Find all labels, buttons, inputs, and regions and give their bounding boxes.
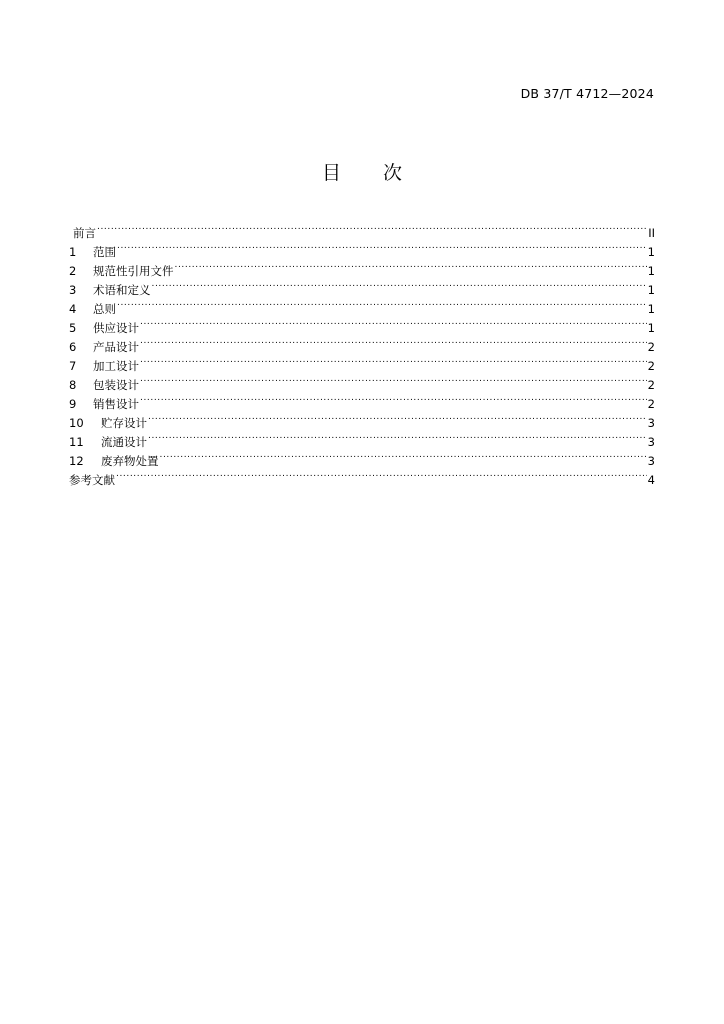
toc-entry-number: 6: [69, 340, 77, 354]
toc-entry-page: 1: [647, 302, 655, 316]
toc-entry-label: 贮存设计: [101, 416, 147, 430]
toc-entry-label: 加工设计: [93, 359, 139, 373]
toc-entry-label: 术语和定义: [93, 283, 151, 297]
toc-entry-label: 流通设计: [101, 435, 147, 449]
toc-entry-page: 1: [647, 245, 655, 259]
toc-entry-number: 4: [69, 302, 77, 316]
toc-entry-label: 总则: [93, 302, 116, 316]
toc-entry-page: 1: [647, 283, 655, 297]
document-code: DB 37/T 4712—2024: [520, 86, 654, 101]
toc-entry-label: 包装设计: [93, 378, 139, 392]
toc-entry-label: 产品设计: [93, 340, 139, 354]
toc-entry-bibliography[interactable]: [69, 465, 655, 487]
toc-entry-label: 前言: [73, 226, 96, 240]
toc-entry-page: 2: [647, 359, 655, 373]
toc-leader-dots: [140, 370, 647, 389]
toc-entry-9[interactable]: [69, 389, 655, 411]
toc-entry-number: 12: [69, 454, 84, 468]
toc-entry-page: 3: [647, 416, 655, 430]
toc-entry-page: II: [648, 226, 655, 240]
toc-entry-number: 7: [69, 359, 77, 373]
toc-entry-label: 废弃物处置: [101, 454, 159, 468]
toc-leader-dots: [152, 275, 647, 294]
toc-entry-foreword[interactable]: [69, 218, 655, 240]
toc-title: 目 次: [321, 162, 421, 184]
toc-entry-5[interactable]: [69, 313, 655, 335]
toc-entry-4[interactable]: [69, 294, 655, 316]
toc-entry-number: 3: [69, 283, 77, 297]
toc-entry-label: 供应设计: [93, 321, 139, 335]
toc-entry-12[interactable]: [69, 446, 655, 468]
toc-entry-page: 2: [647, 340, 655, 354]
toc-entry-page: 2: [647, 378, 655, 392]
toc-leader-dots: [148, 408, 647, 427]
toc-entry-label: 范围: [93, 245, 116, 259]
toc-entry-page: 4: [647, 473, 655, 487]
toc-leader-dots: [140, 389, 647, 408]
toc-leader-dots: [160, 446, 647, 465]
toc-entry-page: 2: [647, 397, 655, 411]
toc-entry-8[interactable]: [69, 370, 655, 392]
toc-entry-number: 5: [69, 321, 77, 335]
toc-leader-dots: [140, 313, 647, 332]
toc-entry-2[interactable]: [69, 256, 655, 278]
toc-entry-1[interactable]: [69, 237, 655, 259]
toc-entry-number: 11: [69, 435, 84, 449]
toc-leader-dots: [117, 237, 647, 256]
toc-leader-dots: [116, 465, 647, 484]
toc-entry-page: 1: [647, 321, 655, 335]
toc-entry-page: 3: [647, 454, 655, 468]
toc-entry-label: 参考文献: [69, 473, 115, 487]
toc-entry-number: 1: [69, 245, 77, 259]
toc-entry-number: 8: [69, 378, 77, 392]
toc-entry-number: 2: [69, 264, 77, 278]
toc-entry-7[interactable]: [69, 351, 655, 373]
toc-entry-3[interactable]: [69, 275, 655, 297]
toc-leader-dots: [117, 294, 647, 313]
toc-entry-6[interactable]: [69, 332, 655, 354]
toc-leader-dots: [140, 351, 647, 370]
toc-list: [69, 218, 655, 487]
toc-leader-dots: [97, 218, 647, 237]
toc-leader-dots: [175, 256, 647, 275]
toc-leader-dots: [148, 427, 647, 446]
toc-entry-page: 1: [647, 264, 655, 278]
toc-entry-label: 销售设计: [93, 397, 139, 411]
toc-entry-number: 9: [69, 397, 77, 411]
toc-leader-dots: [140, 332, 647, 351]
toc-entry-label: 规范性引用文件: [93, 264, 174, 278]
toc-entry-page: 3: [647, 435, 655, 449]
toc-entry-number: 10: [69, 416, 84, 430]
toc-entry-10[interactable]: [69, 408, 655, 430]
toc-entry-11[interactable]: [69, 427, 655, 449]
